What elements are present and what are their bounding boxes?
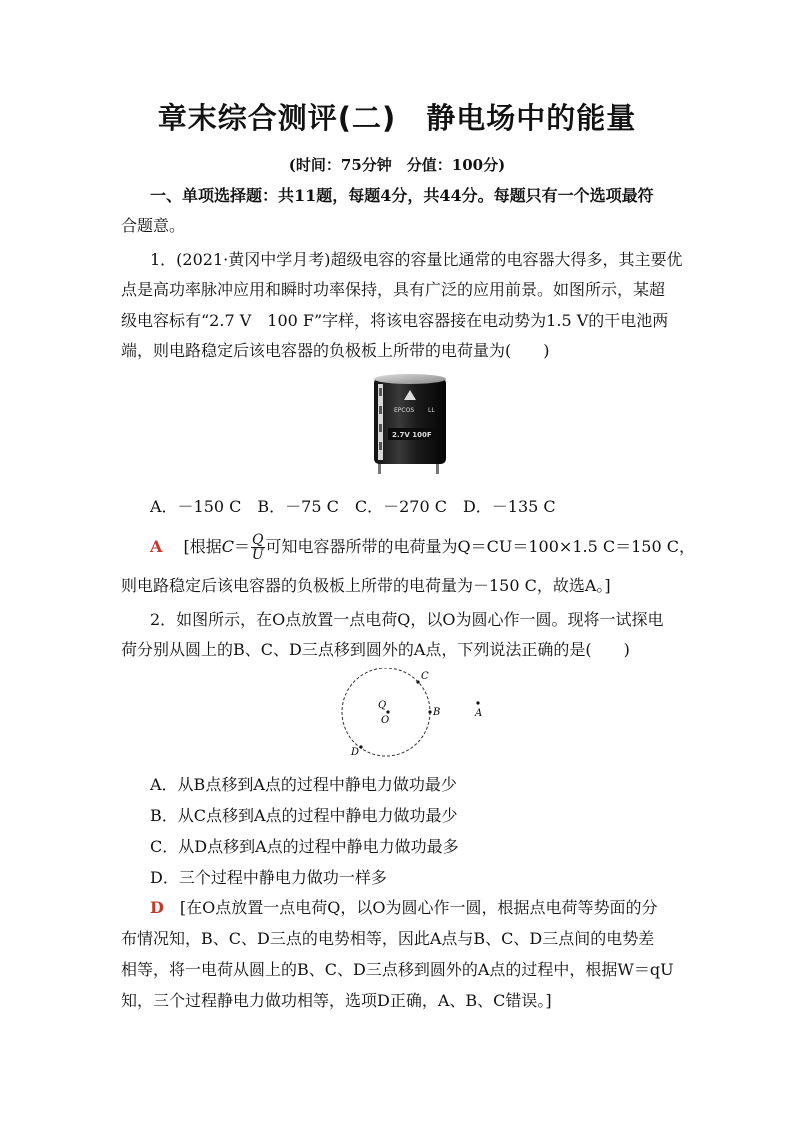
q1-answer-letter: A [150,537,163,556]
q1-stem-line2: 点是高功率脉冲应用和瞬时功率保持，具有广泛的应用前景。如图所示，某超 [121,280,666,299]
point-b-dot [428,710,431,713]
label-b: B [433,707,441,718]
q2-circle-figure [330,668,500,763]
label-d: D [351,747,360,758]
q2-option-b: B．从C点移到A点的过程中静电力做功最少 [150,806,458,825]
q1-explain-pre: [根据 [183,537,222,556]
q1-answer-line2: 则电路稳定后该电容器的负极板上所带的电荷量为－150 C，故选A。] [121,576,611,595]
page-title: 章末综合测评(二) 静电场中的能量 [157,101,637,135]
point-c-dot [416,680,419,683]
capacitor-image [370,372,450,476]
q2-option-d: D．三个过程中静电力做功一样多 [150,868,387,887]
q2-answer-letter: D [150,898,164,917]
q2-explain-line4: 知，三个过程静电力做功相等，选项D正确，A、B、C错误。] [121,991,552,1010]
label-c: C [421,671,429,682]
q1-stem-line4: 端，则电路稳定后该电容器的负极板上所带的电荷量为( ) [121,341,550,360]
label-q: Q [378,700,387,711]
q2-option-a: A．从B点移到A点的过程中静电力做功最少 [150,775,457,794]
q2-explain-line3: 相等，将一电荷从圆上的B、C、D三点移到圆外的A点的过程中，根据W＝qU [121,960,674,979]
q1-fraction-num: Q [252,532,264,548]
label-o: O [381,715,390,726]
q2-explain-line1: [在O点放置一点电荷Q，以O为圆心作一圆，根据点电荷等势面的分 [179,898,658,917]
capacitor-brand: EPCOS [394,407,415,414]
q1-answer-line1 [150,532,695,563]
capacitor-mark: LL [428,407,435,414]
q1-explain-c: C [221,537,235,556]
q1-stem-line3: 级电容标有“2.7 V 100 F”字样，将该电容器接在电动势为1.5 V的干电池两 [121,311,669,330]
point-o-dot [386,710,389,713]
section-heading-line2: 合题意。 [121,216,186,235]
q1-stem-line1: 1．(2021·黄冈中学月考)超级电容的容量比通常的电容器大得多，其主要优 [150,250,683,269]
section-heading-line1: 一、单项选择题：共11题，每题4分，共44分。每题只有一个选项最符 [150,186,654,205]
point-a-dot [476,701,479,704]
q1-explain-post: 可知电容器所带的电荷量为Q＝CU＝100×1.5 C＝150 C， [265,537,695,556]
q1-fraction-den: U [251,547,264,563]
q1-fraction [251,533,264,562]
q2-stem-line1: 2．如图所示，在O点放置一点电荷Q，以O为圆心作一圆。现将一试探电 [150,610,664,629]
q2-answer-line1 [150,898,681,918]
q2-stem-line2: 荷分别从圆上的B、C、D三点移到圆外的A点，下列说法正确的是( ) [121,640,630,659]
q1-options: A．－150 C B．－75 C C．－270 C D．－135 C [150,497,556,516]
capacitor-rating: 2.7V 100F [392,431,432,439]
page-subtitle: (时间：75分钟 分值：100分) [288,156,506,174]
point-d-dot [359,745,362,748]
q1-explain-eq: ＝ [234,537,251,556]
label-a: A [475,708,483,719]
q2-option-c: C．从D点移到A点的过程中静电力做功最多 [150,837,459,856]
q2-explain-line2: 布情况知，B、C、D三点的电势相等，因此A点与B、C、D三点间的电势差 [121,929,655,948]
